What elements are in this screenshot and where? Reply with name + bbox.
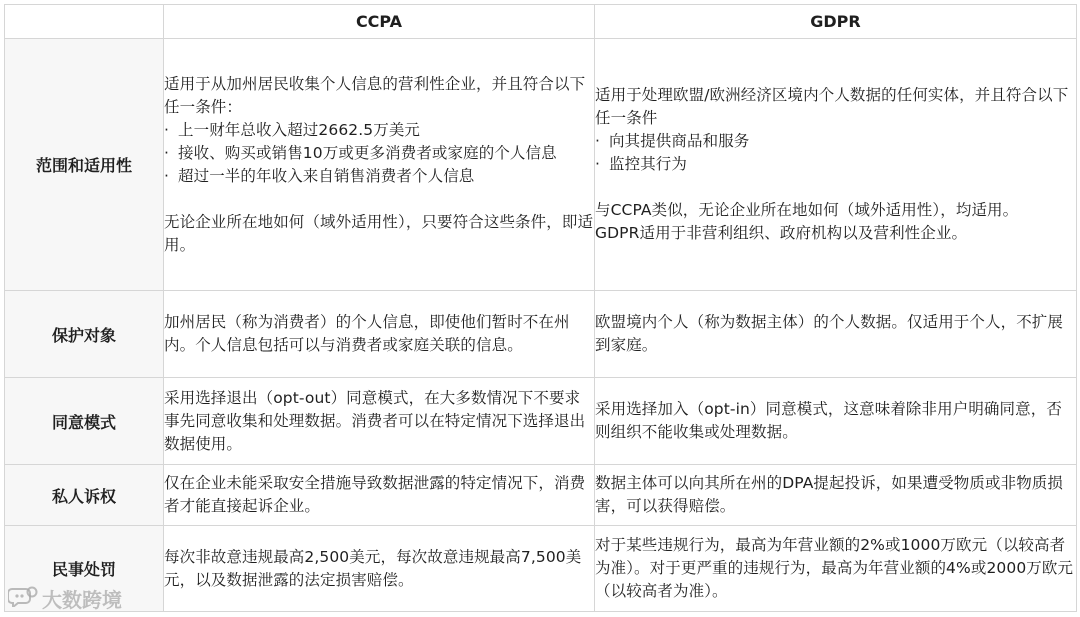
list-item [164, 142, 594, 165]
gdpr-penalty-cell: 对于某些违规行为，最高为年营业额的2%或1000万欧元（以较高者为准）。对于更严重的违规行为，最高为年营业额的4%或2000万欧元（以较高者为准）。 [595, 526, 1077, 612]
row-label-protection: 保护对象 [5, 291, 164, 378]
table-row [5, 291, 1077, 378]
header-row [5, 5, 1077, 39]
list-item [164, 165, 594, 188]
table-row [5, 526, 1077, 612]
gdpr-consent-cell: 采用选择加入（opt-in）同意模式，这意味着除非用户明确同意，否则组织不能收集或处理数据。 [595, 378, 1077, 465]
ccpa-scope-note: 无论企业所在地如何（域外适用性），只要符合这些条件，即适用。 [164, 212, 594, 254]
ccpa-scope-bullet-3: 超过一半的年收入来自销售消费者个人信息 [178, 166, 475, 185]
list-item [595, 130, 1076, 153]
row-label-private-action: 私人诉权 [5, 465, 164, 526]
list-item [595, 153, 1076, 176]
ccpa-protection-cell: 加州居民（称为消费者）的个人信息，即使他们暂时不在州内。个人信息包括可以与消费者或家庭关联的信息。 [164, 291, 595, 378]
ccpa-scope-cell [164, 39, 595, 291]
table-row [5, 39, 1077, 291]
row-label-consent: 同意模式 [5, 378, 164, 465]
bullet-icon: · [595, 132, 601, 150]
header-ccpa: CCPA [164, 5, 595, 39]
gdpr-scope-intro: 适用于处理欧盟/欧洲经济区境内个人数据的任何实体，并且符合以下任一条件 [595, 86, 1069, 127]
gdpr-scope-note-2: GDPR适用于非营利组织、政府机构以及营利性企业。 [595, 224, 968, 242]
ccpa-private-action-cell: 仅在企业未能采取安全措施导致数据泄露的特定情况下，消费者才能直接起诉企业。 [164, 465, 595, 526]
gdpr-scope-bullet-1: 向其提供商品和服务 [609, 132, 750, 150]
ccpa-scope-intro: 适用于从加州居民收集个人信息的营利性企业，并且符合以下任一条件： [164, 74, 586, 116]
header-gdpr: GDPR [595, 5, 1077, 39]
gdpr-protection-cell: 欧盟境内个人（称为数据主体）的个人数据。仅适用于个人，不扩展到家庭。 [595, 291, 1077, 378]
header-blank-cell [5, 5, 164, 39]
gdpr-scope-cell [595, 39, 1077, 291]
bullet-icon: · [164, 120, 170, 139]
table-row [5, 465, 1077, 526]
ccpa-penalty-cell: 每次非故意违规最高2,500美元，每次故意违规最高7,500美元，以及数据泄露的法定损害赔偿。 [164, 526, 595, 612]
watermark-text: 大数跨境 [42, 587, 122, 612]
bullet-icon: · [164, 143, 170, 162]
gdpr-scope-note-1: 与CCPA类似，无论企业所在地如何（域外适用性），均适用。 [595, 201, 1019, 219]
ccpa-scope-bullet-2: 接收、购买或销售10万或更多消费者或家庭的个人信息 [178, 143, 557, 162]
row-label-penalty: 民事处罚 [5, 526, 164, 612]
bullet-icon: · [164, 166, 170, 185]
table-row [5, 378, 1077, 465]
gdpr-private-action-cell: 数据主体可以向其所在州的DPA提起投诉，如果遭受物质或非物质损害，可以获得赔偿。 [595, 465, 1077, 526]
list-item [164, 119, 594, 142]
ccpa-consent-cell: 采用选择退出（opt-out）同意模式，在大多数情况下不要求事先同意收集和处理数据。消费者可以在特定情况下选择退出数据使用。 [164, 378, 595, 465]
row-label-scope: 范围和适用性 [5, 39, 164, 291]
gdpr-scope-bullet-2: 监控其行为 [609, 155, 688, 173]
ccpa-scope-bullet-1: 上一财年总收入超过2662.5万美元 [178, 120, 421, 139]
bullet-icon: · [595, 155, 601, 173]
comparison-table [4, 4, 1077, 612]
